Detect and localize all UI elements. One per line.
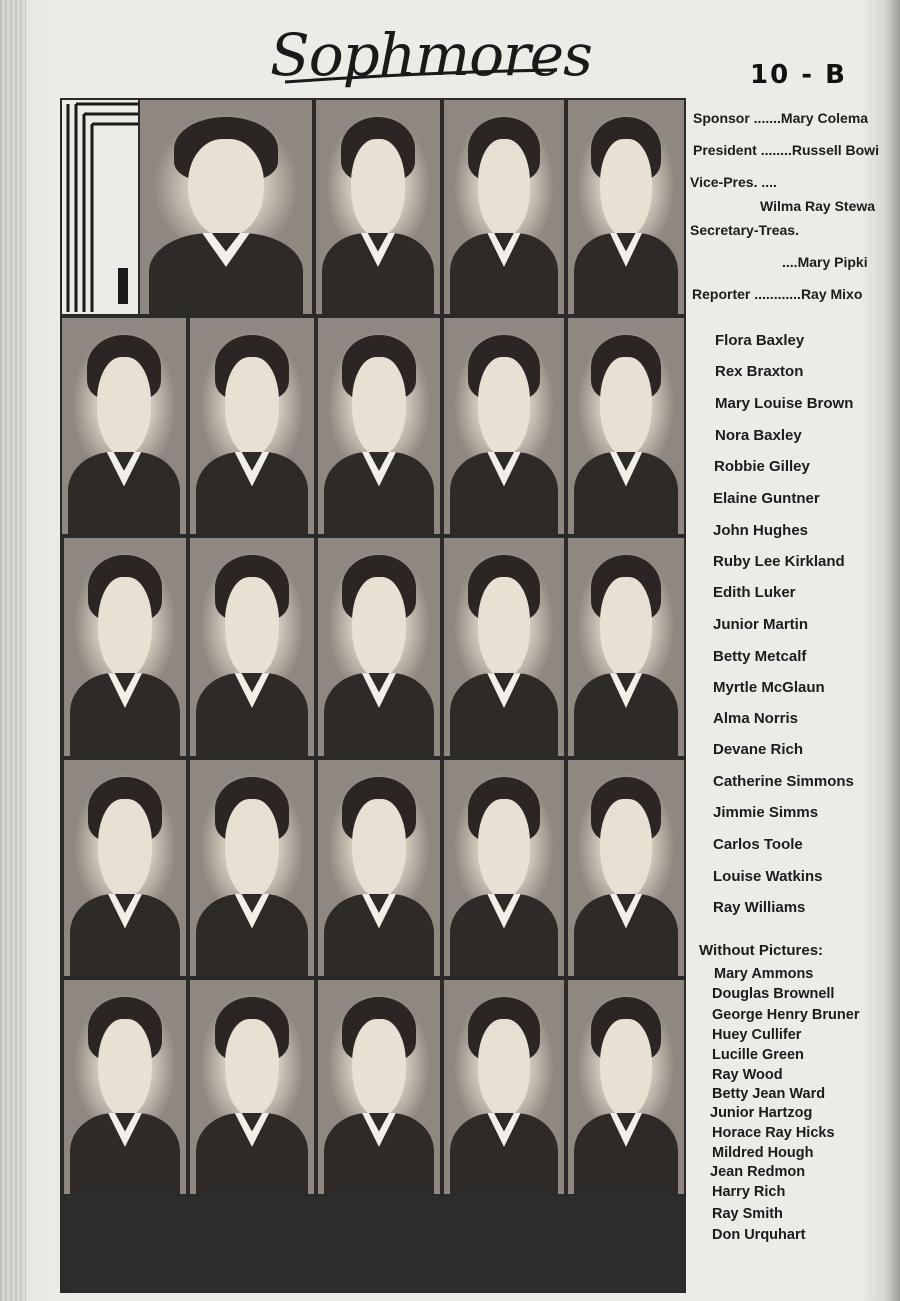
portrait-sponsor bbox=[140, 100, 312, 314]
student-name: Ruby Lee Kirkland bbox=[713, 553, 845, 570]
student-name: Carlos Toole bbox=[713, 836, 803, 853]
portrait bbox=[568, 318, 684, 534]
portrait bbox=[318, 760, 440, 976]
student-name: Alma Norris bbox=[713, 710, 799, 727]
student-name: Junior Martin bbox=[713, 616, 809, 633]
student-name: Flora Baxley bbox=[715, 332, 805, 349]
officer-role: President bbox=[693, 142, 757, 158]
officer-dots: .... bbox=[761, 174, 777, 190]
portrait bbox=[568, 760, 684, 976]
student-name: Douglas Brownell bbox=[712, 986, 835, 1002]
portrait bbox=[568, 100, 684, 314]
student-name: John Hughes bbox=[713, 522, 809, 539]
student-name: Mary Louise Brown bbox=[715, 395, 854, 412]
officer-name: Wilma Ray Stewa bbox=[760, 198, 876, 214]
officer-secretary-name bbox=[782, 254, 868, 270]
student-name: Don Urquhart bbox=[712, 1227, 806, 1243]
portrait bbox=[190, 538, 314, 756]
student-name: Elaine Guntner bbox=[713, 490, 820, 507]
page-title: Sophmores bbox=[270, 21, 592, 89]
page-binding bbox=[0, 0, 26, 1301]
student-name: Myrtle McGlaun bbox=[713, 679, 825, 696]
student-name: Harry Rich bbox=[712, 1184, 786, 1200]
student-name: Lucille Green bbox=[712, 1047, 804, 1063]
portrait bbox=[444, 760, 564, 976]
officer-name: Mary Colema bbox=[780, 110, 869, 126]
portrait bbox=[318, 980, 440, 1194]
portrait bbox=[444, 980, 564, 1194]
portrait bbox=[568, 980, 684, 1194]
portrait bbox=[62, 318, 186, 534]
portrait bbox=[318, 538, 440, 756]
student-name: Jean Redmon bbox=[710, 1164, 806, 1180]
student-name: Mary Ammons bbox=[714, 966, 814, 982]
officer-role: Secretary-Treas. bbox=[690, 222, 799, 238]
officer-name: Mary Pipki bbox=[797, 254, 868, 270]
student-name: Betty Jean Ward bbox=[712, 1086, 826, 1102]
officer-reporter bbox=[692, 286, 862, 302]
class-code: 10 - B bbox=[750, 60, 847, 90]
portrait bbox=[444, 100, 564, 314]
officer-name: Russell Bowi bbox=[791, 142, 879, 158]
officer-dots: .... bbox=[782, 254, 798, 270]
portrait bbox=[190, 318, 314, 534]
student-name: Catherine Simmons bbox=[713, 773, 854, 790]
officer-dots: ........ bbox=[760, 142, 792, 158]
student-name: Junior Hartzog bbox=[710, 1105, 813, 1121]
portrait bbox=[64, 538, 186, 756]
student-name: Nora Baxley bbox=[715, 427, 802, 444]
portrait bbox=[316, 100, 440, 314]
officer-name: Ray Mixo bbox=[800, 286, 863, 302]
student-name: Devane Rich bbox=[713, 741, 804, 758]
officer-president bbox=[693, 142, 879, 158]
decorative-panel bbox=[62, 100, 138, 314]
officer-dots: ............ bbox=[754, 286, 801, 302]
officer-vice-president-name bbox=[760, 198, 875, 214]
student-name: Ray Wood bbox=[712, 1067, 783, 1083]
officer-secretary bbox=[690, 222, 799, 238]
portrait bbox=[64, 980, 186, 1194]
student-name: George Henry Bruner bbox=[712, 1007, 860, 1023]
student-name: Mildred Hough bbox=[712, 1145, 814, 1161]
portrait bbox=[64, 760, 186, 976]
officer-role: Vice-Pres. bbox=[690, 174, 758, 190]
portrait bbox=[190, 980, 314, 1194]
student-name: Horace Ray Hicks bbox=[712, 1125, 835, 1141]
student-name: Rex Braxton bbox=[715, 363, 804, 380]
student-name: Ray Smith bbox=[712, 1206, 783, 1222]
portrait bbox=[190, 760, 314, 976]
without-pictures-heading: Without Pictures: bbox=[699, 942, 824, 959]
student-name: Edith Luker bbox=[713, 584, 796, 601]
student-name: Ray Williams bbox=[713, 899, 806, 916]
student-name: Betty Metcalf bbox=[713, 648, 807, 665]
portrait bbox=[444, 538, 564, 756]
officer-role: Sponsor bbox=[693, 110, 750, 126]
deco-lines bbox=[62, 100, 138, 314]
empty-photo-band bbox=[66, 1196, 684, 1290]
portrait bbox=[444, 318, 564, 534]
officer-sponsor bbox=[693, 110, 868, 126]
student-name: Huey Cullifer bbox=[712, 1027, 802, 1043]
officer-vice-president bbox=[690, 174, 777, 190]
portrait bbox=[318, 318, 440, 534]
portrait bbox=[568, 538, 684, 756]
officer-dots: ....... bbox=[753, 110, 781, 126]
student-name: Louise Watkins bbox=[713, 868, 823, 885]
officer-role: Reporter bbox=[692, 286, 751, 302]
student-name: Robbie Gilley bbox=[714, 458, 810, 475]
student-name: Jimmie Simms bbox=[713, 804, 819, 821]
title-underline bbox=[285, 62, 565, 92]
